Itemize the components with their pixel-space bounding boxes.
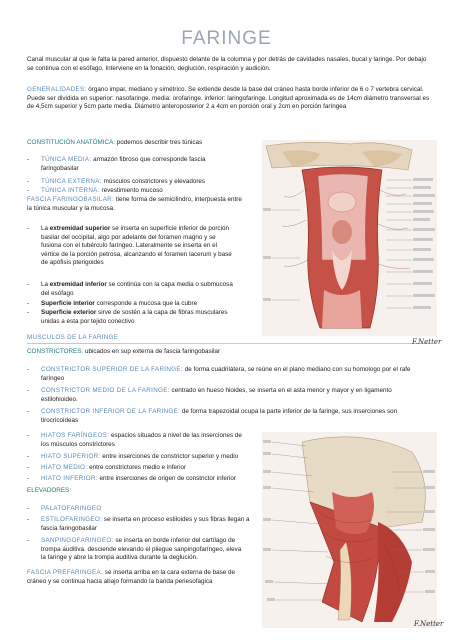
elevadores-heading: ELEVADORES: (27, 487, 71, 494)
constitucion-text: podemos describir tres túnicas (115, 139, 203, 146)
figure-credit: F.Netter (414, 620, 444, 628)
fascia-prefaringea: FASCIA PREFARINGEA: se inserta arriba en la cara externa de base de cráneo y se continua hacia abajo formando la banda periesofagica (27, 569, 236, 585)
pharynx-lateral-figure (262, 432, 437, 628)
divider (27, 343, 430, 344)
constitucion-heading: CONSTITUCIÓN ANATÓMICA: (27, 139, 116, 146)
figure-credit: F.Netter (412, 338, 442, 346)
intro-paragraph: Canal muscular al que le falta la pared anterior, dispuesto delante de la columna y por detrás de cavidades nasales, bucal y laringe. Por debajo se continua con el esófago. Interviene en la fonación, deglución, respiración y audición. (27, 56, 427, 72)
generalidades-heading: GENERALIDADES: (27, 86, 87, 93)
pharynx-posterior-illustration (262, 140, 437, 336)
generalidades-paragraph (27, 86, 431, 112)
fascia-faringobasilar: FASCIA FARINGOBASILAR: tiene forma de semicilindro, interpuesta entre la túnica muscular y la mucosa. (27, 196, 242, 212)
pharynx-lateral-illustration (262, 432, 437, 628)
pharynx-posterior-figure (262, 140, 437, 336)
document-page: FARINGE Canal muscular al que le falta la pared anterior, dispuesto delante de la columna y por detrás de cavidades nasales, bucal y laringe. Por debajo se continua con el esófago. Interviene en la fonación, deglución, respiración y audición. GENERALIDADES: órgano impar, mediano y simétrico. Se extiende desde la base del cráneo hasta borde inferior de 6 o 7 vertebra cervical. Puede ser dividida en superior: nasofaringe. media: orofaringe. inferior: laringofaringe. Longitud aproximada es de 14cm diámetro transversal es de 4,5cm superior y 5cm parte media. Diámetro anteroposterior 2 a 4cm en porción oral y 2cm en porción faríngea CONSTITUCIÓN ANATÓMICA: podemos describir tres túnicas - TÚNICA MEDIA: armazón fibroso que corresponde fascia faringobasilar - TÚNICA EXTERNA: músculos constrictores y elevadores - TÚNICA INTERNA: revestimiento mucoso FASCIA FARINGOBASILAR: tiene forma de semicilindro, interpuesta entre la túnica muscular y la mucosa. - La extremidad superior se inserta en superficie inferior de porción basilar del occipital, algo por adelante del foramen magno y se fusiona con el tubérculo faríngeo. Lateralmente se inserta en el vértice de la porción petrosa, alcanzando el foramen lacerum y base de apófisis pterigoides - La extremidad inferior se continúa con la capa media o submucosa del esófago - Superficie interior corresponde a mucosa que la cubre - Superficie exterior sirve de sostén a la capa de fibras musculares unidas a esta por tejido conectivo MUSCULOS DE LA FARINGE CONSTRICTORES: ubicados en sup externa de fascia faringobasilar - CONSTRICTOR SUPERIOR DE LA FARINGE: de forma cuadrilátera, se reúne en el plano mediano con su homologo por el rafe faríngeo - CONSTRICTOR MEDIO DE LA FARINGE: centrado en hueso hioides, se inserta en el asta menor y mayor y en ligamento estilohioideo. - CONSTRICTOR INFERIOR DE LA FARINGE: de forma trapezoidal ocupa la parte inferior de la faringe, sus inserciones son tirocricoideas - HIATOS FARÍNGEOS: espacios situados a nivel de las inserciones de los músculos constrictores - HIATO SUPERIOR: entre inserciones de constrictor superior y medio - HIATO MEDIO: entre constrictores medio e inferior - HIATO INFERIOR: entre inserciones de origen de constrictor inferior ELEVADORES: - PALATOFARINGEO - ESTILOFARINGEO: se inserta en proceso estiloides y sus fibras llegan a fascia faringobasilar - SANPINGOFARINGEO: se inserta en borde inferior del cartílago de trompa auditiva. desciende elevando el pliegue sanpingofaríngeo, eleva la faringe y abre la trompa auditiva durante la deglución. FASCIA PREFARINGEA: se inserta arriba en la cara externa de base de cráneo y se continua hacia abajo formando la banda periesofagica F.Netter F.Netter (0, 0, 453, 640)
generalidades-text: órgano impar, mediano y simétrico. Se extiende desde la base del cráneo hasta borde inferior de 6 o 7 vertebra cervical. Puede ser dividida en superior: nasofaringe. media: orofaringe. inferior: laringofaringe. Longitud aproximada es de 14cm diámetro transversal es de 4,5cm superior y 5cm parte media. Diámetro anteroposterior 2 a 4cm en porción oral y 2cm en porción faríngea (27, 86, 430, 111)
constrictores-line: CONSTRICTORES: ubicados en sup externa de fascia faringobasilar (27, 348, 221, 355)
constitucion-line (27, 139, 267, 148)
musculos-heading: MUSCULOS DE LA FARINGE (27, 334, 119, 341)
page-title: FARINGE (181, 28, 272, 49)
